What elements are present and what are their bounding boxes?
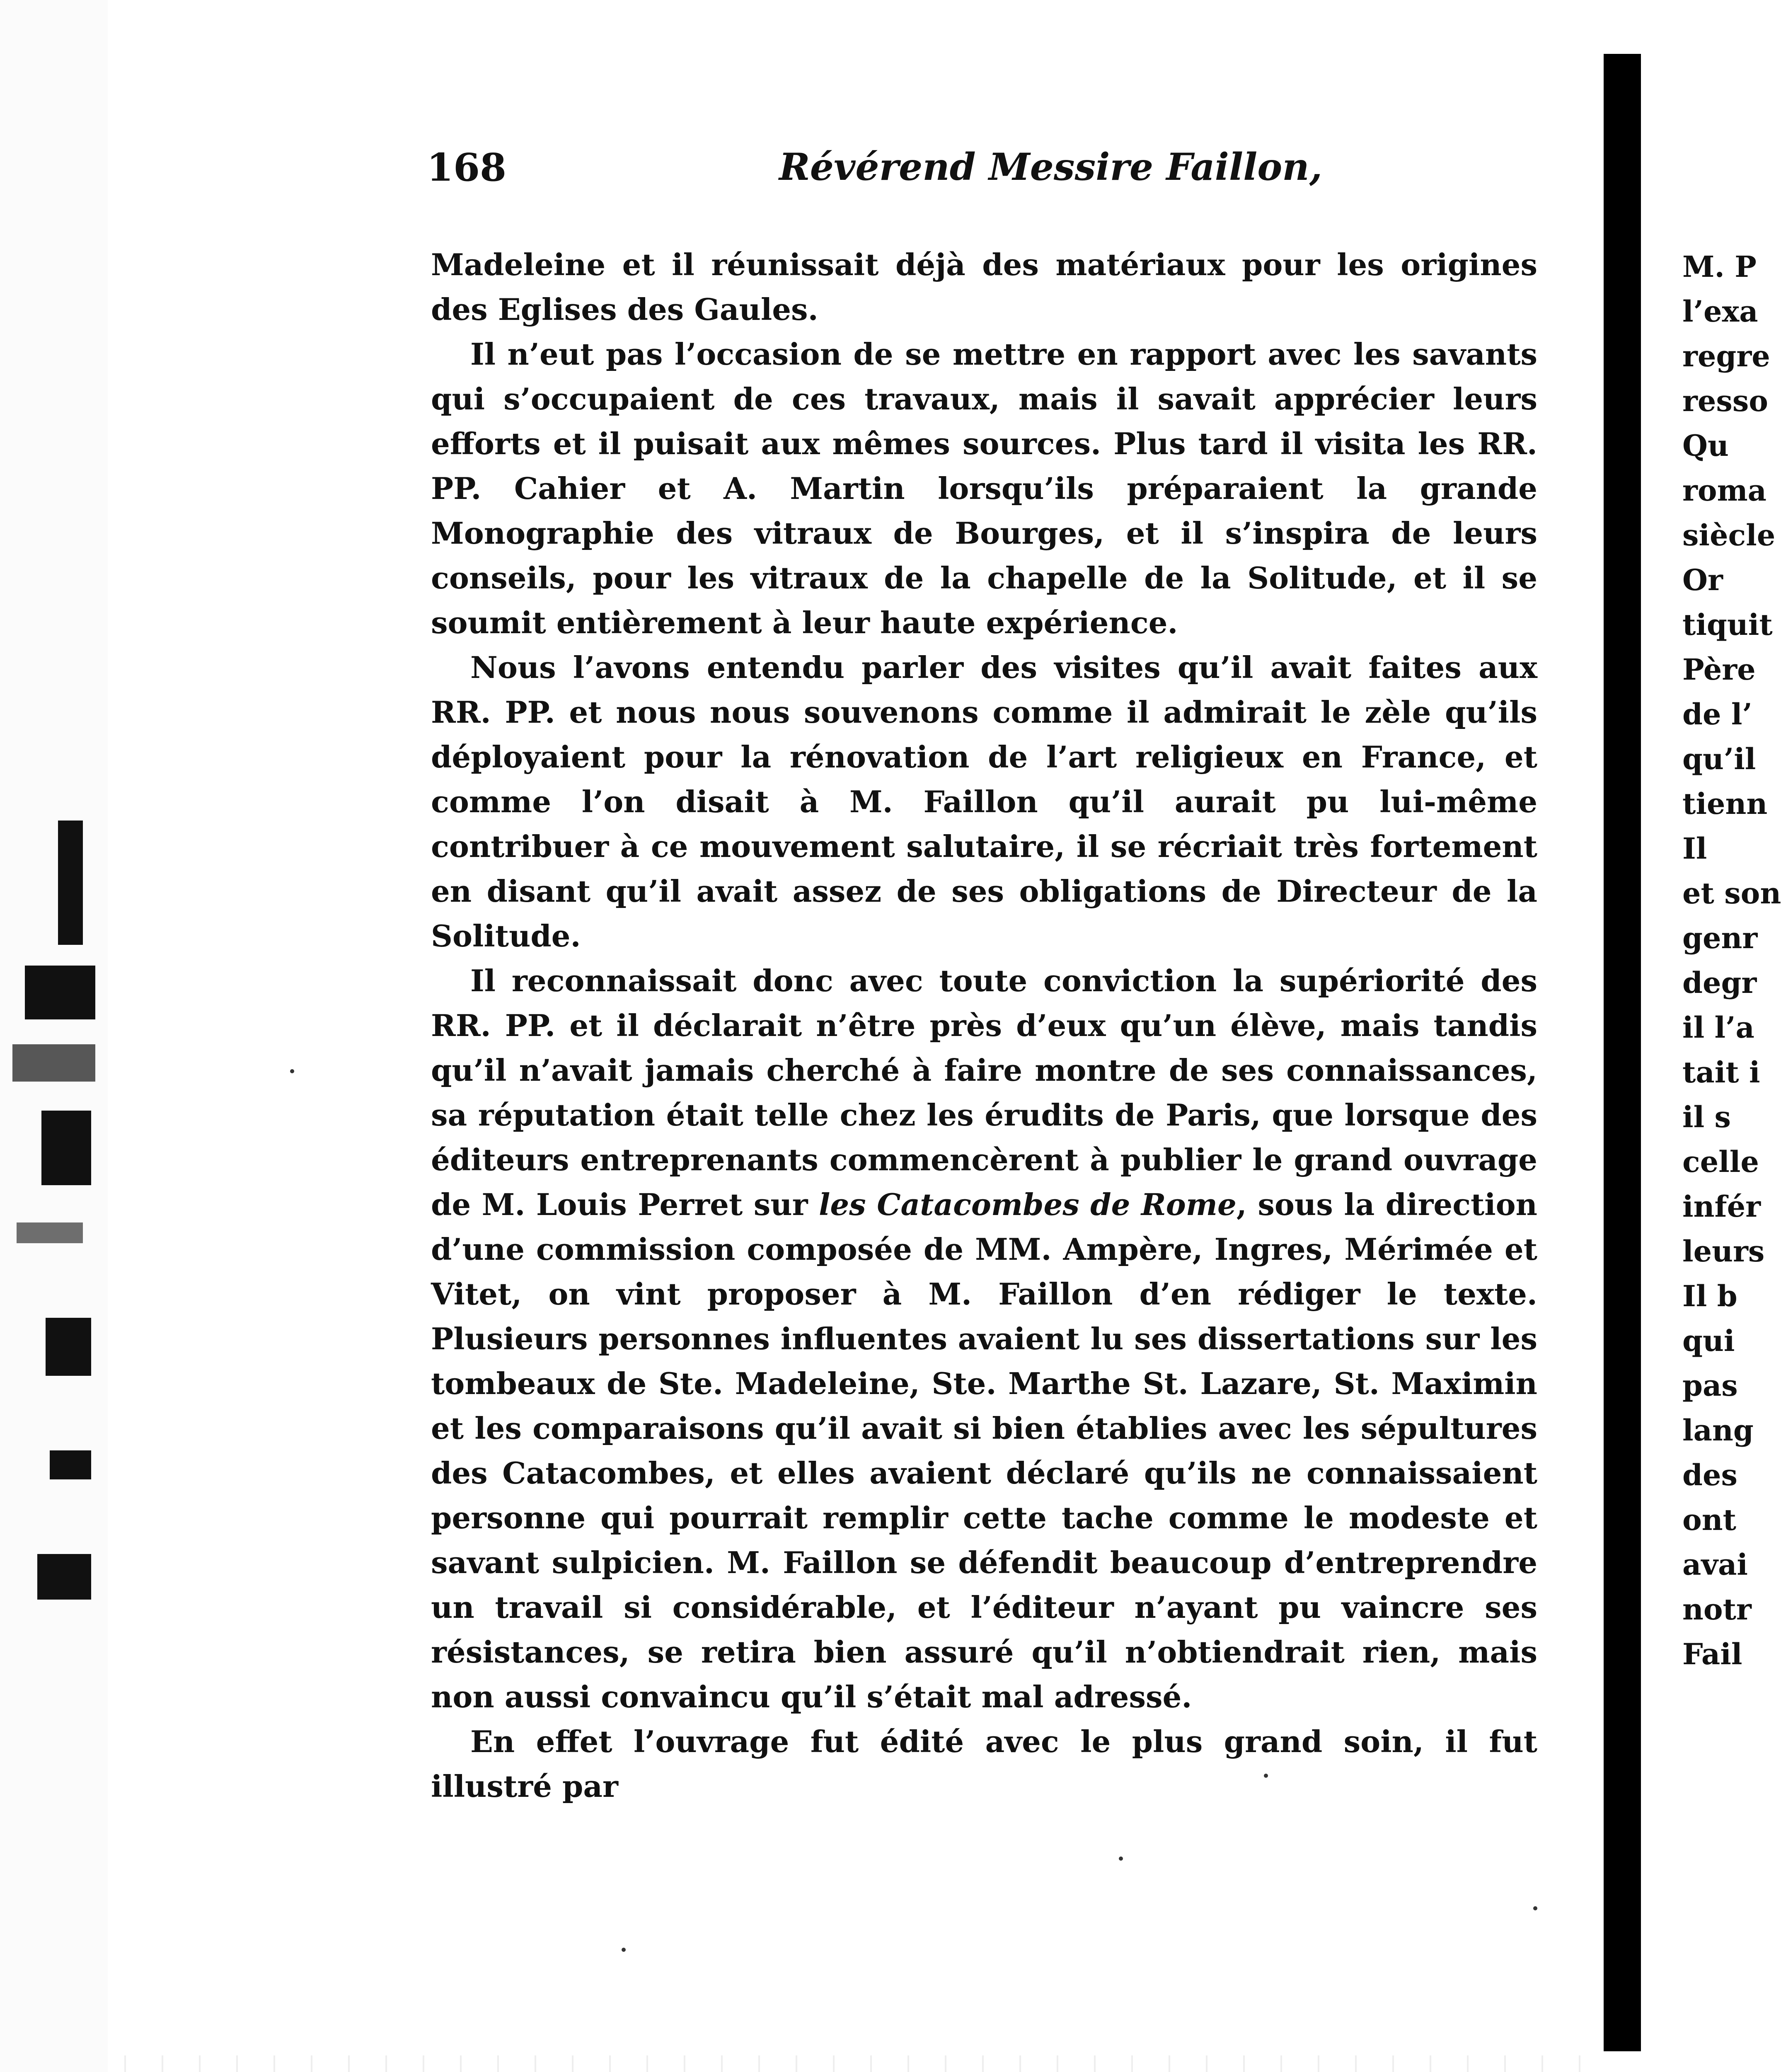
scan-speck [622,1948,626,1952]
facing-page-line: Il [1682,831,1707,866]
facing-page-line: tiquit [1682,608,1773,642]
running-title: Révérend Messire Faillon, [779,145,1323,189]
facing-page-line: il l’a [1682,1010,1754,1045]
scan-speck [290,1069,294,1073]
facing-page-line: Il b [1682,1279,1737,1313]
facing-page-line: Or [1682,563,1723,597]
facing-page-line: genr [1682,921,1758,955]
facing-page-line: notr [1682,1592,1752,1627]
facing-page-line: il s [1682,1100,1731,1134]
facing-page-line: pas [1682,1368,1738,1403]
paragraph-5: En effet l’ouvrage fut édité avec le plus grand soin, il fut illustré par [431,1724,1537,1804]
facing-page-line: avai [1682,1547,1748,1582]
facing-page-line: leurs [1682,1234,1765,1268]
scan-speck [1119,1857,1123,1861]
facing-page-line: tienn [1682,787,1768,821]
paragraph-2: Il n’eut pas l’occasion de se mettre en rapport avec les savants qui s’occupaient de ces travaux, mais il savait apprécier leurs efforts et il puisait aux mêmes sources. Plus tard il visita les RR. PP. Cahier et A. Martin lorsqu’ils préparaient la grande Monographie des vitraux de Bourges, et il s’inspira de leurs conseils, pour les vitraux de la chapelle de la Solitude, et il se soumit entièrement à leur haute expérience. [431,336,1537,640]
facing-page-line: qui [1682,1324,1735,1358]
paragraph-1: Madeleine et il réunissait déjà des matériaux pour les origines des Eglises des Gaules. [431,247,1537,327]
facing-page-line: l’exa [1682,294,1758,329]
facing-page-line: regre [1682,339,1770,373]
facing-page-fragments [1682,244,1781,1778]
facing-page-line: et son [1682,876,1781,910]
facing-page-line: infér [1682,1189,1761,1224]
facing-page-line: qu’il [1682,742,1756,776]
facing-page-line: tait i [1682,1055,1760,1089]
paragraph-3: Nous l’avons entendu parler des visites qu’il avait faites aux RR. PP. et nous nous souvenons comme il admirait le zèle qu’ils déployaient pour la rénovation de l’art religieux en France, et comme l’on disait à M. Faillon qu’il aurait pu lui-même contribuer à ce mouvement salutaire, il se récriait très fortement en disant qu’il avait assez de ses obligations de Directeur de la Solitude. [431,650,1537,954]
paragraph-4-part-1: Il reconnaissait donc avec toute conviction la supériorité des RR. PP. et il déclarait n’être près d’eux qu’un élève, mais tandis qu’il n’avait jamais cherché à faire montre de ses connaissances, sa réputation était telle chez les érudits de Paris, que lorsque des éditeurs entreprenants commencèrent à publier le grand ouvrage de M. Louis Perret sur [431,963,1537,1222]
scan-bottom-noise [108,2055,1600,2072]
facing-page-line: M. P [1682,249,1757,284]
book-spine-shadow [1604,54,1641,2051]
paragraph-4 [431,959,1537,1719]
facing-page-line: des [1682,1458,1737,1492]
binding-marks [0,746,108,1699]
facing-page-line: resso [1682,384,1768,418]
paragraph-4-part-2: , sous la direction d’une commission composée de MM. Ampère, Ingres, Mérimée et Vitet, on vint proposer à M. Faillon d’en rédiger le texte. Plusieurs personnes influentes avaient lu ses dissertations sur les tombeaux de Ste. Madeleine, Ste. Marthe St. Lazare, St. Maximin et les comparaisons qu’il avait si bien établies avec les sépultures des Catacombes, et elles avaient déclaré qu’ils ne connaissaient personne qui pourrait remplir cette tache comme le modeste et savant sulpicien. M. Faillon se défendit beaucoup d’entreprendre un travail si considérable, et l’éditeur n’ayant pu vaincre ses résistances, se retira bien assuré qu’il n’obtiendrait rien, mais non aussi convaincu qu’il s’était mal adressé. [431,1187,1538,1714]
facing-page-line: roma [1682,473,1766,508]
facing-page-line: Fail [1682,1637,1742,1671]
body-text [431,242,1537,1809]
page-number: 168 [427,145,507,190]
facing-page-line: ont [1682,1503,1736,1537]
facing-page-line: celle [1682,1145,1759,1179]
page-header [427,145,1546,203]
facing-page-line: degr [1682,966,1757,1000]
scan-speck [1264,1774,1268,1778]
facing-page-line: siècle [1682,518,1776,552]
facing-page-line: de l’ [1682,697,1752,731]
facing-page-line: Qu [1682,428,1729,463]
facing-page-line: Père [1682,652,1756,687]
book-title-italic: les Catacombes de Rome [819,1187,1237,1222]
facing-page-line: lang [1682,1413,1754,1447]
scan-speck [1533,1906,1537,1910]
